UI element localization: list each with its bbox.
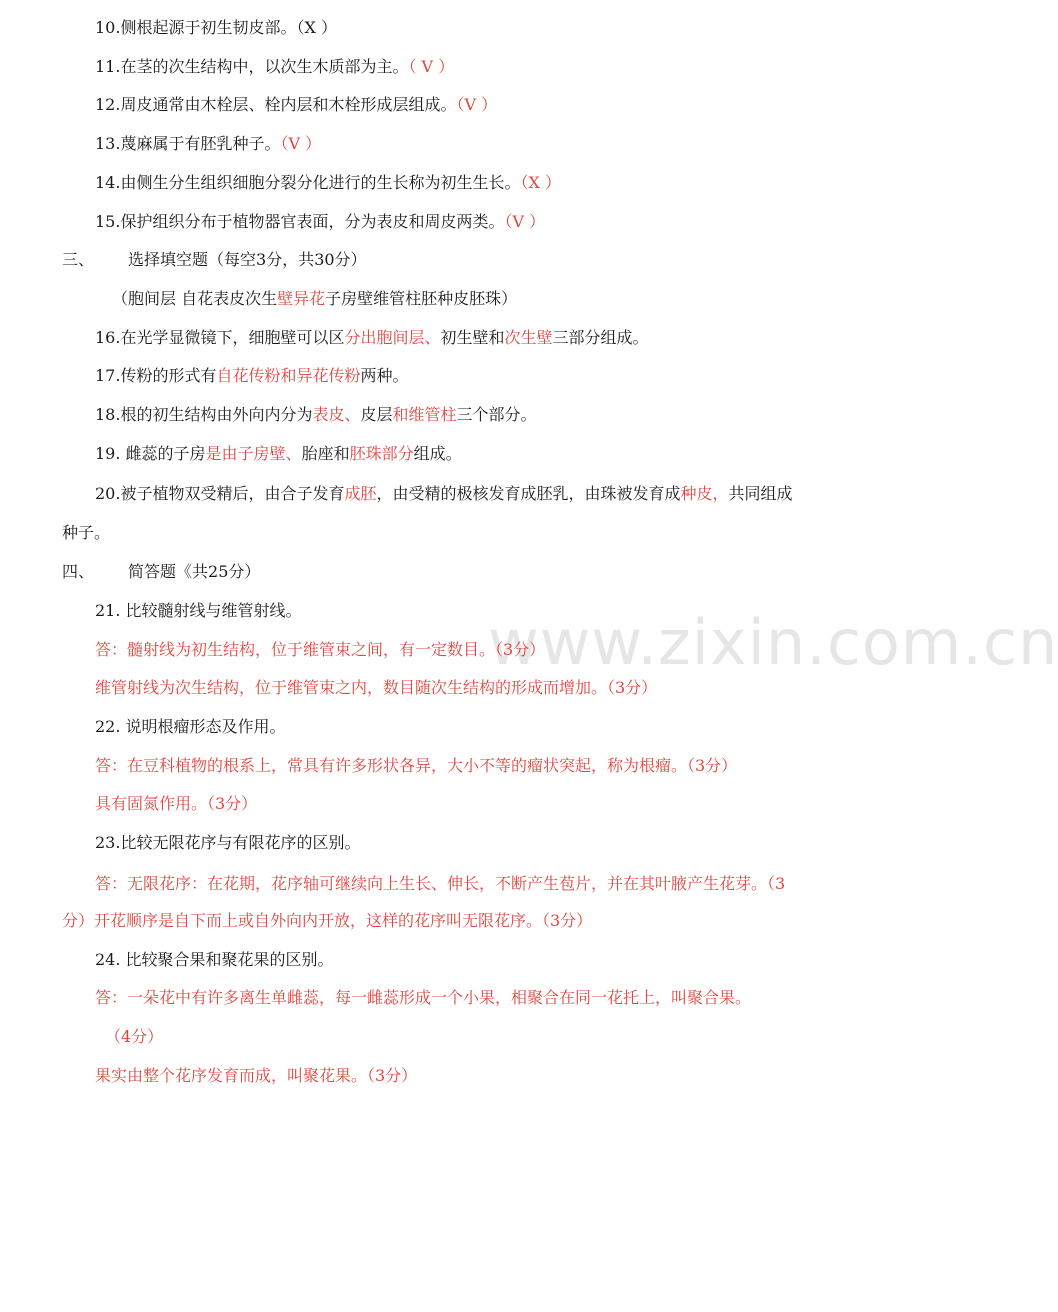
fill-text: 初生壁和 bbox=[440, 328, 505, 347]
fill-item-18 bbox=[95, 405, 537, 425]
tf-item-mark: （ V ） bbox=[408, 57, 455, 76]
watermark: www.zixin.com.cn bbox=[488, 606, 1058, 679]
tf-item-number: 15. bbox=[95, 212, 121, 231]
tf-item-number: 14. bbox=[95, 173, 121, 192]
fill-item-16 bbox=[95, 328, 649, 348]
fill-item-20-continued bbox=[62, 523, 110, 543]
word-bank bbox=[112, 289, 517, 309]
section-heading-3 bbox=[62, 250, 367, 270]
fill-answer: 和维管柱 bbox=[392, 405, 457, 424]
fill-text: 19. 雌蕊的子房 bbox=[95, 444, 206, 463]
fill-text: 共同组成 bbox=[728, 484, 793, 503]
answer-23-line-2: 分）开花顺序是自下而上或自外向内开放，这样的花序叫无限花序。（3分） bbox=[62, 911, 593, 930]
fill-text: 18.根的初生结构由外向内分为 bbox=[95, 405, 313, 424]
fill-answer: 胚珠部分 bbox=[349, 444, 414, 463]
word-bank-part: 子房壁维管柱胚种皮胚珠） bbox=[325, 289, 518, 308]
fill-item-19 bbox=[95, 444, 462, 464]
tf-item-mark: （X ） bbox=[296, 18, 337, 37]
word-bank-part: （胞间层 自花表皮次生 bbox=[112, 289, 278, 308]
fill-text: 20.被子植物双受精后，由合子发育 bbox=[95, 484, 345, 503]
fill-item-20 bbox=[95, 484, 793, 504]
answer-21-line-2: 维管射线为次生结构，位于维管束之内，数目随次生结构的形成而增加。（3分） bbox=[95, 678, 658, 697]
question-22: 22. 说明根瘤形态及作用。 bbox=[95, 717, 286, 736]
fill-answer: 种皮， bbox=[680, 484, 729, 503]
answer-22-line-1: 答：在豆科植物的根系上，常具有许多形状各异，大小不等的瘤状突起，称为根瘤。（3分） bbox=[95, 756, 738, 775]
tf-item-text: 侧根起源于初生韧皮部。 bbox=[120, 18, 297, 37]
tf-item-text: 在茎的次生结构中，以次生木质部为主。 bbox=[120, 57, 409, 76]
section-heading-4 bbox=[62, 562, 260, 582]
answer-24-line-1: 答：一朵花中有许多离生单雌蕊，每一雌蕊形成一个小果，相聚合在同一花托上，叫聚合果。 bbox=[95, 988, 752, 1007]
tf-item-10 bbox=[95, 18, 337, 38]
answer-24-score: （4分） bbox=[105, 1027, 164, 1046]
tf-item-number: 10. bbox=[95, 18, 121, 37]
tf-item-text: 由侧生分生组织细胞分裂分化进行的生长称为初生生长。 bbox=[120, 173, 521, 192]
section-number: 三、 bbox=[62, 250, 95, 269]
tf-item-mark: （X ） bbox=[520, 173, 561, 192]
section-title: 简答题《共25分） bbox=[128, 562, 261, 581]
fill-text: ，由受精的极核发育成胚乳，由珠被发育成 bbox=[376, 484, 681, 503]
tf-item-14 bbox=[95, 173, 561, 193]
fill-text: 三部分组成。 bbox=[552, 328, 649, 347]
fill-text: 种子。 bbox=[62, 523, 111, 542]
fill-answer: 异花传粉 bbox=[296, 366, 361, 385]
tf-item-text: 周皮通常由木栓层、栓内层和木栓形成层组成。 bbox=[120, 95, 457, 114]
tf-item-number: 13. bbox=[95, 134, 121, 153]
fill-text: 17.传粉的形式有 bbox=[95, 366, 217, 385]
tf-item-13 bbox=[95, 134, 321, 154]
fill-answer: 次生壁 bbox=[504, 328, 553, 347]
answer-23-line-1: 答：无限花序：在花期，花序轴可继续向上生长、伸长，不断产生苞片，并在其叶腋产生花芽。（3 bbox=[95, 874, 786, 893]
answer-22-line-2: 具有固氮作用。（3分） bbox=[95, 794, 258, 813]
fill-text: 胎座和 bbox=[301, 444, 350, 463]
fill-answer: 自花传粉 bbox=[216, 366, 281, 385]
fill-answer: 是由子房壁、 bbox=[205, 444, 302, 463]
answer-21-line-1: 答：髓射线为初生结构，位于维管束之间，有一定数目。（3分） bbox=[95, 640, 546, 659]
fill-answer: 表皮、 bbox=[312, 405, 361, 424]
word-bank-part: 壁异花 bbox=[277, 289, 326, 308]
fill-answer: 分出胞间层、 bbox=[344, 328, 441, 347]
question-23: 23.比较无限花序与有限花序的区别。 bbox=[95, 833, 361, 852]
tf-item-mark: （V ） bbox=[280, 134, 322, 153]
question-24: 24. 比较聚合果和聚花果的区别。 bbox=[95, 950, 334, 969]
fill-text: 16.在光学显微镜下，细胞壁可以区 bbox=[95, 328, 345, 347]
tf-item-12 bbox=[95, 95, 497, 115]
fill-answer: 和 bbox=[280, 366, 297, 385]
fill-text: 组成。 bbox=[413, 444, 462, 463]
tf-item-mark: （V ） bbox=[504, 212, 546, 231]
section-number: 四、 bbox=[62, 562, 95, 581]
tf-item-mark: （V ） bbox=[456, 95, 498, 114]
tf-item-number: 12. bbox=[95, 95, 121, 114]
tf-item-15 bbox=[95, 212, 545, 232]
tf-item-text: 蔑麻属于有胚乳种子。 bbox=[120, 134, 281, 153]
section-title: 选择填空题（每空3分，共30分） bbox=[128, 250, 367, 269]
tf-item-11 bbox=[95, 57, 454, 77]
question-21: 21. 比较髓射线与维管射线。 bbox=[95, 601, 302, 620]
fill-text: 皮层 bbox=[360, 405, 393, 424]
answer-24-line-3: 果实由整个花序发育而成，叫聚花果。（3分） bbox=[95, 1066, 418, 1085]
tf-item-text: 保护组织分布于植物器官表面，分为表皮和周皮两类。 bbox=[120, 212, 505, 231]
fill-text: 三个部分。 bbox=[456, 405, 537, 424]
fill-item-17 bbox=[95, 366, 409, 386]
tf-item-number: 11. bbox=[95, 57, 121, 76]
fill-answer: 成胚 bbox=[344, 484, 377, 503]
fill-text: 两种。 bbox=[360, 366, 409, 385]
